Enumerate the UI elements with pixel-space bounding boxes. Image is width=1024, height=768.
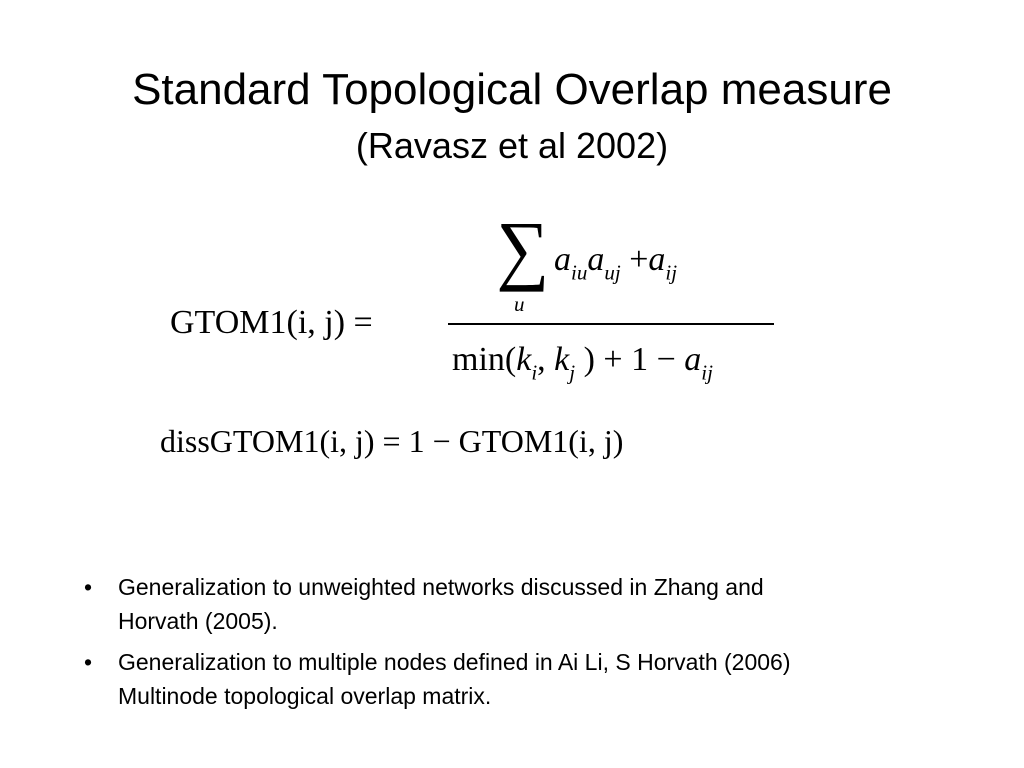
bullet-line: Horvath (2005).	[118, 608, 278, 634]
bullet-line: Generalization to multiple nodes defined in Ai Li, S Horvath (2006)	[118, 649, 791, 675]
denominator-terms	[452, 340, 713, 392]
bullet-item-zhang-horvath	[80, 570, 980, 638]
bullet-marker: •	[84, 649, 93, 675]
bullet-line: Generalization to unweighted networks discussed in Zhang and	[118, 574, 764, 600]
bullet-line: Multinode topological overlap matrix.	[118, 683, 492, 709]
slide-subtitle: (Ravasz et al 2002)	[355, 125, 669, 166]
numerator-sub3: ij	[665, 260, 678, 285]
diss-gtom1-formula: dissGTOM1(i, j) = 1 − GTOM1(i, j)	[160, 423, 624, 459]
formula-lhs: GTOM1(i, j) =	[170, 304, 373, 341]
denominator-asub: ij	[701, 360, 713, 385]
numerator-terms	[554, 240, 677, 292]
numerator-plus: +	[629, 241, 649, 278]
slide-title: Standard Topological Overlap measure	[132, 65, 892, 114]
denominator-k1: k	[516, 341, 532, 378]
numerator-sub1: iu	[571, 260, 588, 285]
numerator-sub2: uj	[604, 260, 621, 285]
denominator-ksub2: j	[569, 360, 576, 385]
numerator-a2: a	[587, 241, 605, 278]
denominator-k2: k	[554, 341, 570, 378]
denominator-min: min(	[452, 341, 517, 378]
denominator-a: a	[684, 341, 702, 378]
denominator-ksub1: i	[531, 360, 538, 385]
sum-index: u	[514, 292, 525, 316]
denominator-rest: ) + 1 −	[583, 341, 676, 378]
bullet-marker: •	[84, 574, 93, 600]
bullet-list	[80, 570, 980, 720]
denominator-comma: ,	[537, 341, 546, 378]
numerator-a3: a	[648, 241, 666, 278]
bullet-item-ai-li-horvath	[80, 645, 980, 713]
numerator-a1: a	[554, 241, 571, 278]
sum-symbol: ∑	[496, 205, 550, 292]
fraction-bar	[448, 323, 774, 325]
